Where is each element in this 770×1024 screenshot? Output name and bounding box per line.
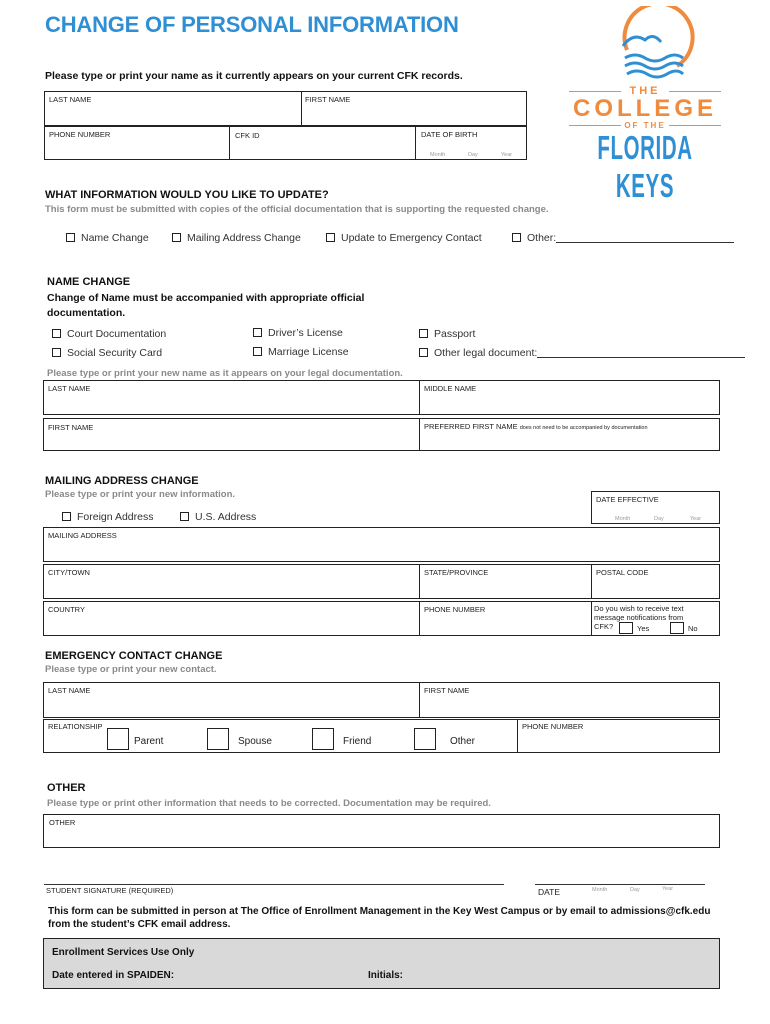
field-label: MAILING ADDRESS — [48, 531, 117, 540]
field-label: LAST NAME — [48, 686, 91, 695]
date-entered-label: Date entered in SPAIDEN: — [52, 970, 175, 981]
month-hint: Month — [615, 516, 631, 522]
date-label: DATE — [538, 887, 561, 897]
court-doc-checkbox[interactable]: Court Documentation — [52, 328, 166, 340]
contact-last-name-field[interactable] — [43, 682, 420, 718]
year-hint: Year — [662, 886, 674, 892]
field-label: LAST NAME — [48, 384, 91, 393]
day-hint: Day — [630, 887, 640, 893]
update-note: This form must be submitted with copies of the official documentation that is supporting the requested change. — [45, 204, 549, 215]
sun-wave-logo-icon — [565, 6, 725, 84]
field-label: RELATIONSHIP — [48, 722, 103, 731]
emergency-note: Please type or print your new contact. — [45, 664, 217, 675]
new-name-note: Please type or print your new name as it appears on your legal documentation. — [47, 368, 403, 379]
other-info-field[interactable] — [43, 814, 720, 848]
update-heading: WHAT INFORMATION WOULD YOU LIKE TO UPDATE? — [45, 189, 329, 201]
text-notification-question: Do you wish to receive text message notifications from CFK? — [594, 604, 684, 631]
day-hint: Day — [654, 516, 664, 522]
other-update-checkbox[interactable]: Other: — [512, 232, 734, 244]
ssn-card-checkbox[interactable]: Social Security Card — [52, 347, 162, 359]
text-no-checkbox[interactable] — [670, 622, 684, 634]
other-note: Please type or print other information that needs to be corrected. Documentation may be required. — [47, 798, 491, 809]
initials-label: Initials: — [368, 970, 404, 981]
field-label: PHONE NUMBER — [424, 605, 486, 614]
name-change-checkbox[interactable]: Name Change — [66, 232, 149, 244]
year-hint: Year — [501, 152, 513, 158]
field-label: OTHER — [49, 818, 76, 827]
parent-label: Parent — [134, 736, 164, 747]
new-last-name-field[interactable] — [43, 380, 420, 415]
field-label: LAST NAME — [49, 95, 92, 104]
day-hint: Day — [468, 152, 478, 158]
other-relationship-checkbox[interactable] — [414, 728, 436, 750]
friend-label: Friend — [343, 736, 372, 747]
parent-checkbox[interactable] — [107, 728, 129, 750]
mailing-note: Please type or print your new information. — [45, 489, 236, 500]
submission-instructions: This form can be submitted in person at The Office of Enrollment Management in the Key West Campus or by email to admissions@cfk.edu from the student’s CFK email address. — [48, 906, 711, 930]
date-line[interactable] — [535, 884, 705, 885]
college-logo — [565, 6, 725, 204]
emergency-contact-checkbox[interactable]: Update to Emergency Contact — [326, 232, 482, 244]
name-change-sub2: documentation. — [47, 307, 126, 319]
signature-label: STUDENT SIGNATURE (REQUIRED) — [46, 886, 174, 895]
field-label: POSTAL CODE — [596, 568, 649, 577]
other-legal-doc-checkbox[interactable]: Other legal document: — [419, 347, 745, 359]
field-label: CITY/TOWN — [48, 568, 90, 577]
month-hint: Month — [592, 887, 608, 893]
no-label: No — [688, 624, 698, 633]
field-label: COUNTRY — [48, 605, 85, 614]
country-field[interactable] — [43, 601, 420, 636]
field-label: PREFERRED FIRST NAME does not need to be accompanied by documentation — [424, 422, 648, 431]
name-change-sub1: Change of Name must be accompanied with appropriate official — [47, 292, 365, 304]
field-label: PHONE NUMBER — [522, 722, 584, 731]
page-title: CHANGE OF PERSONAL INFORMATION — [45, 12, 459, 37]
year-hint: Year — [690, 516, 702, 522]
name-change-heading: NAME CHANGE — [47, 276, 131, 288]
month-hint: Month — [430, 152, 446, 158]
current-records-instruction: Please type or print your name as it currently appears on your current CFK records. — [45, 70, 463, 82]
other-label: Other — [450, 736, 476, 747]
other-heading: OTHER — [47, 782, 86, 794]
field-label: DATE OF BIRTH — [421, 130, 478, 139]
logo-college: COLLEGE — [572, 95, 717, 122]
signature-line[interactable] — [44, 884, 504, 885]
field-label: PHONE NUMBER — [49, 130, 111, 139]
spouse-checkbox[interactable] — [207, 728, 229, 750]
field-label: MIDDLE NAME — [424, 384, 477, 393]
office-use-box — [43, 938, 720, 989]
yes-label: Yes — [637, 624, 650, 633]
marriage-license-checkbox[interactable]: Marriage License — [253, 346, 349, 358]
mailing-address-field[interactable] — [43, 527, 720, 562]
us-address-checkbox[interactable]: U.S. Address — [180, 511, 256, 523]
foreign-address-checkbox[interactable]: Foreign Address — [62, 511, 153, 523]
drivers-license-checkbox[interactable]: Driver’s License — [253, 327, 343, 339]
city-field[interactable] — [43, 564, 420, 599]
passport-checkbox[interactable]: Passport — [419, 328, 475, 340]
logo-of-the: OF THE — [624, 121, 666, 130]
logo-florida-keys: FLORIDA KEYS — [597, 129, 693, 204]
mailing-address-change-checkbox[interactable]: Mailing Address Change — [172, 232, 301, 244]
spouse-label: Spouse — [238, 736, 272, 747]
office-use-heading: Enrollment Services Use Only — [52, 947, 195, 958]
text-yes-checkbox[interactable] — [619, 622, 633, 634]
logo-the: THE — [629, 85, 661, 97]
field-label: STATE/PROVINCE — [424, 568, 489, 577]
mailing-heading: MAILING ADDRESS CHANGE — [45, 475, 199, 487]
field-label: FIRST NAME — [424, 686, 470, 695]
field-label: FIRST NAME — [305, 95, 351, 104]
field-label: FIRST NAME — [48, 423, 94, 432]
emergency-heading: EMERGENCY CONTACT CHANGE — [45, 650, 223, 662]
field-label: DATE EFFECTIVE — [596, 495, 659, 504]
friend-checkbox[interactable] — [312, 728, 334, 750]
new-first-name-field[interactable] — [43, 418, 420, 451]
field-label: CFK ID — [235, 131, 260, 140]
